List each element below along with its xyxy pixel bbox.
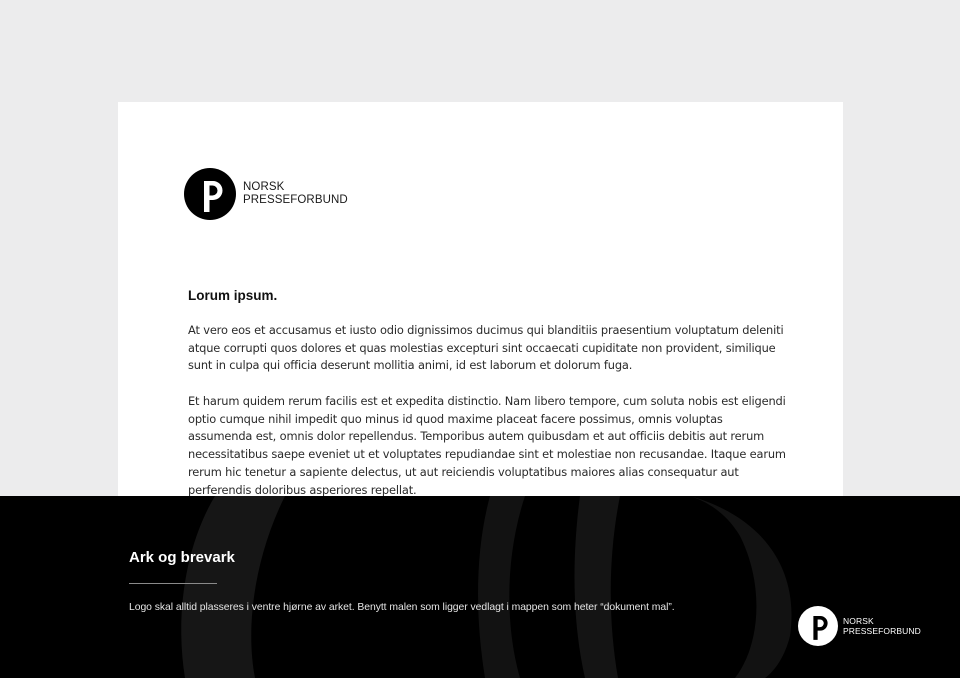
- title-divider: [129, 583, 217, 584]
- section-title: Ark og brevark: [129, 549, 235, 566]
- p-circle-logo-icon: [798, 606, 838, 646]
- document-paragraph-2: Et harum quidem rerum facilis est et expedita distinctio. Nam libero tempore, cum soluta nobis est eligendi optio cumque nihil impedit quo minus id quod maxime placeat facere possimus, omnis voluptas assumenda est, omnis dolor repellendus. Temporibus autem quibusdam et aut officiis debitis aut rerum necessitatibus saepe eveniet ut et voluptates repudiandae sint et molestiae non recusandae. Itaque earum rerum hic tenetur a sapiente delectus, ut aut reiciendis voluptatibus maiores alias consequatur aut perferendis doloribus asperiores repellat.: [188, 394, 786, 496]
- document-title: Lorum ipsum.: [188, 288, 278, 303]
- document-paragraph-1: At vero eos et accusamus et iusto odio dignissimos ducimus qui blanditiis praesentium voluptatum deleniti atque corrupti quos dolores et quas molestias excepturi sint occaecati cupiditate non provident, similique sunt in culpa qui officia deserunt mollitia animi, id est laborum et dolorum fuga.: [188, 323, 784, 373]
- logo-line-2: PRESSEFORBUND: [243, 194, 348, 206]
- large-p-watermark-icon: [0, 496, 960, 678]
- p-circle-logo-icon: [184, 168, 236, 220]
- logo-wordmark: [243, 181, 348, 207]
- footer-logo-wordmark: [843, 616, 921, 636]
- logo-line-1: NORSK: [243, 181, 285, 193]
- footer-note: Logo skal alltid plasseres i ventre hjørne av arket. Benytt malen som ligger vedlagt i mappen som heter “dokument mal”.: [129, 602, 675, 613]
- footer-panel: [0, 496, 960, 678]
- letter-sheet: [118, 102, 843, 496]
- footer-logo-line-1: NORSK: [843, 616, 874, 626]
- letterhead-logo: [184, 168, 348, 220]
- footer-logo-line-2: PRESSEFORBUND: [843, 626, 921, 636]
- footer-logo: [798, 606, 921, 646]
